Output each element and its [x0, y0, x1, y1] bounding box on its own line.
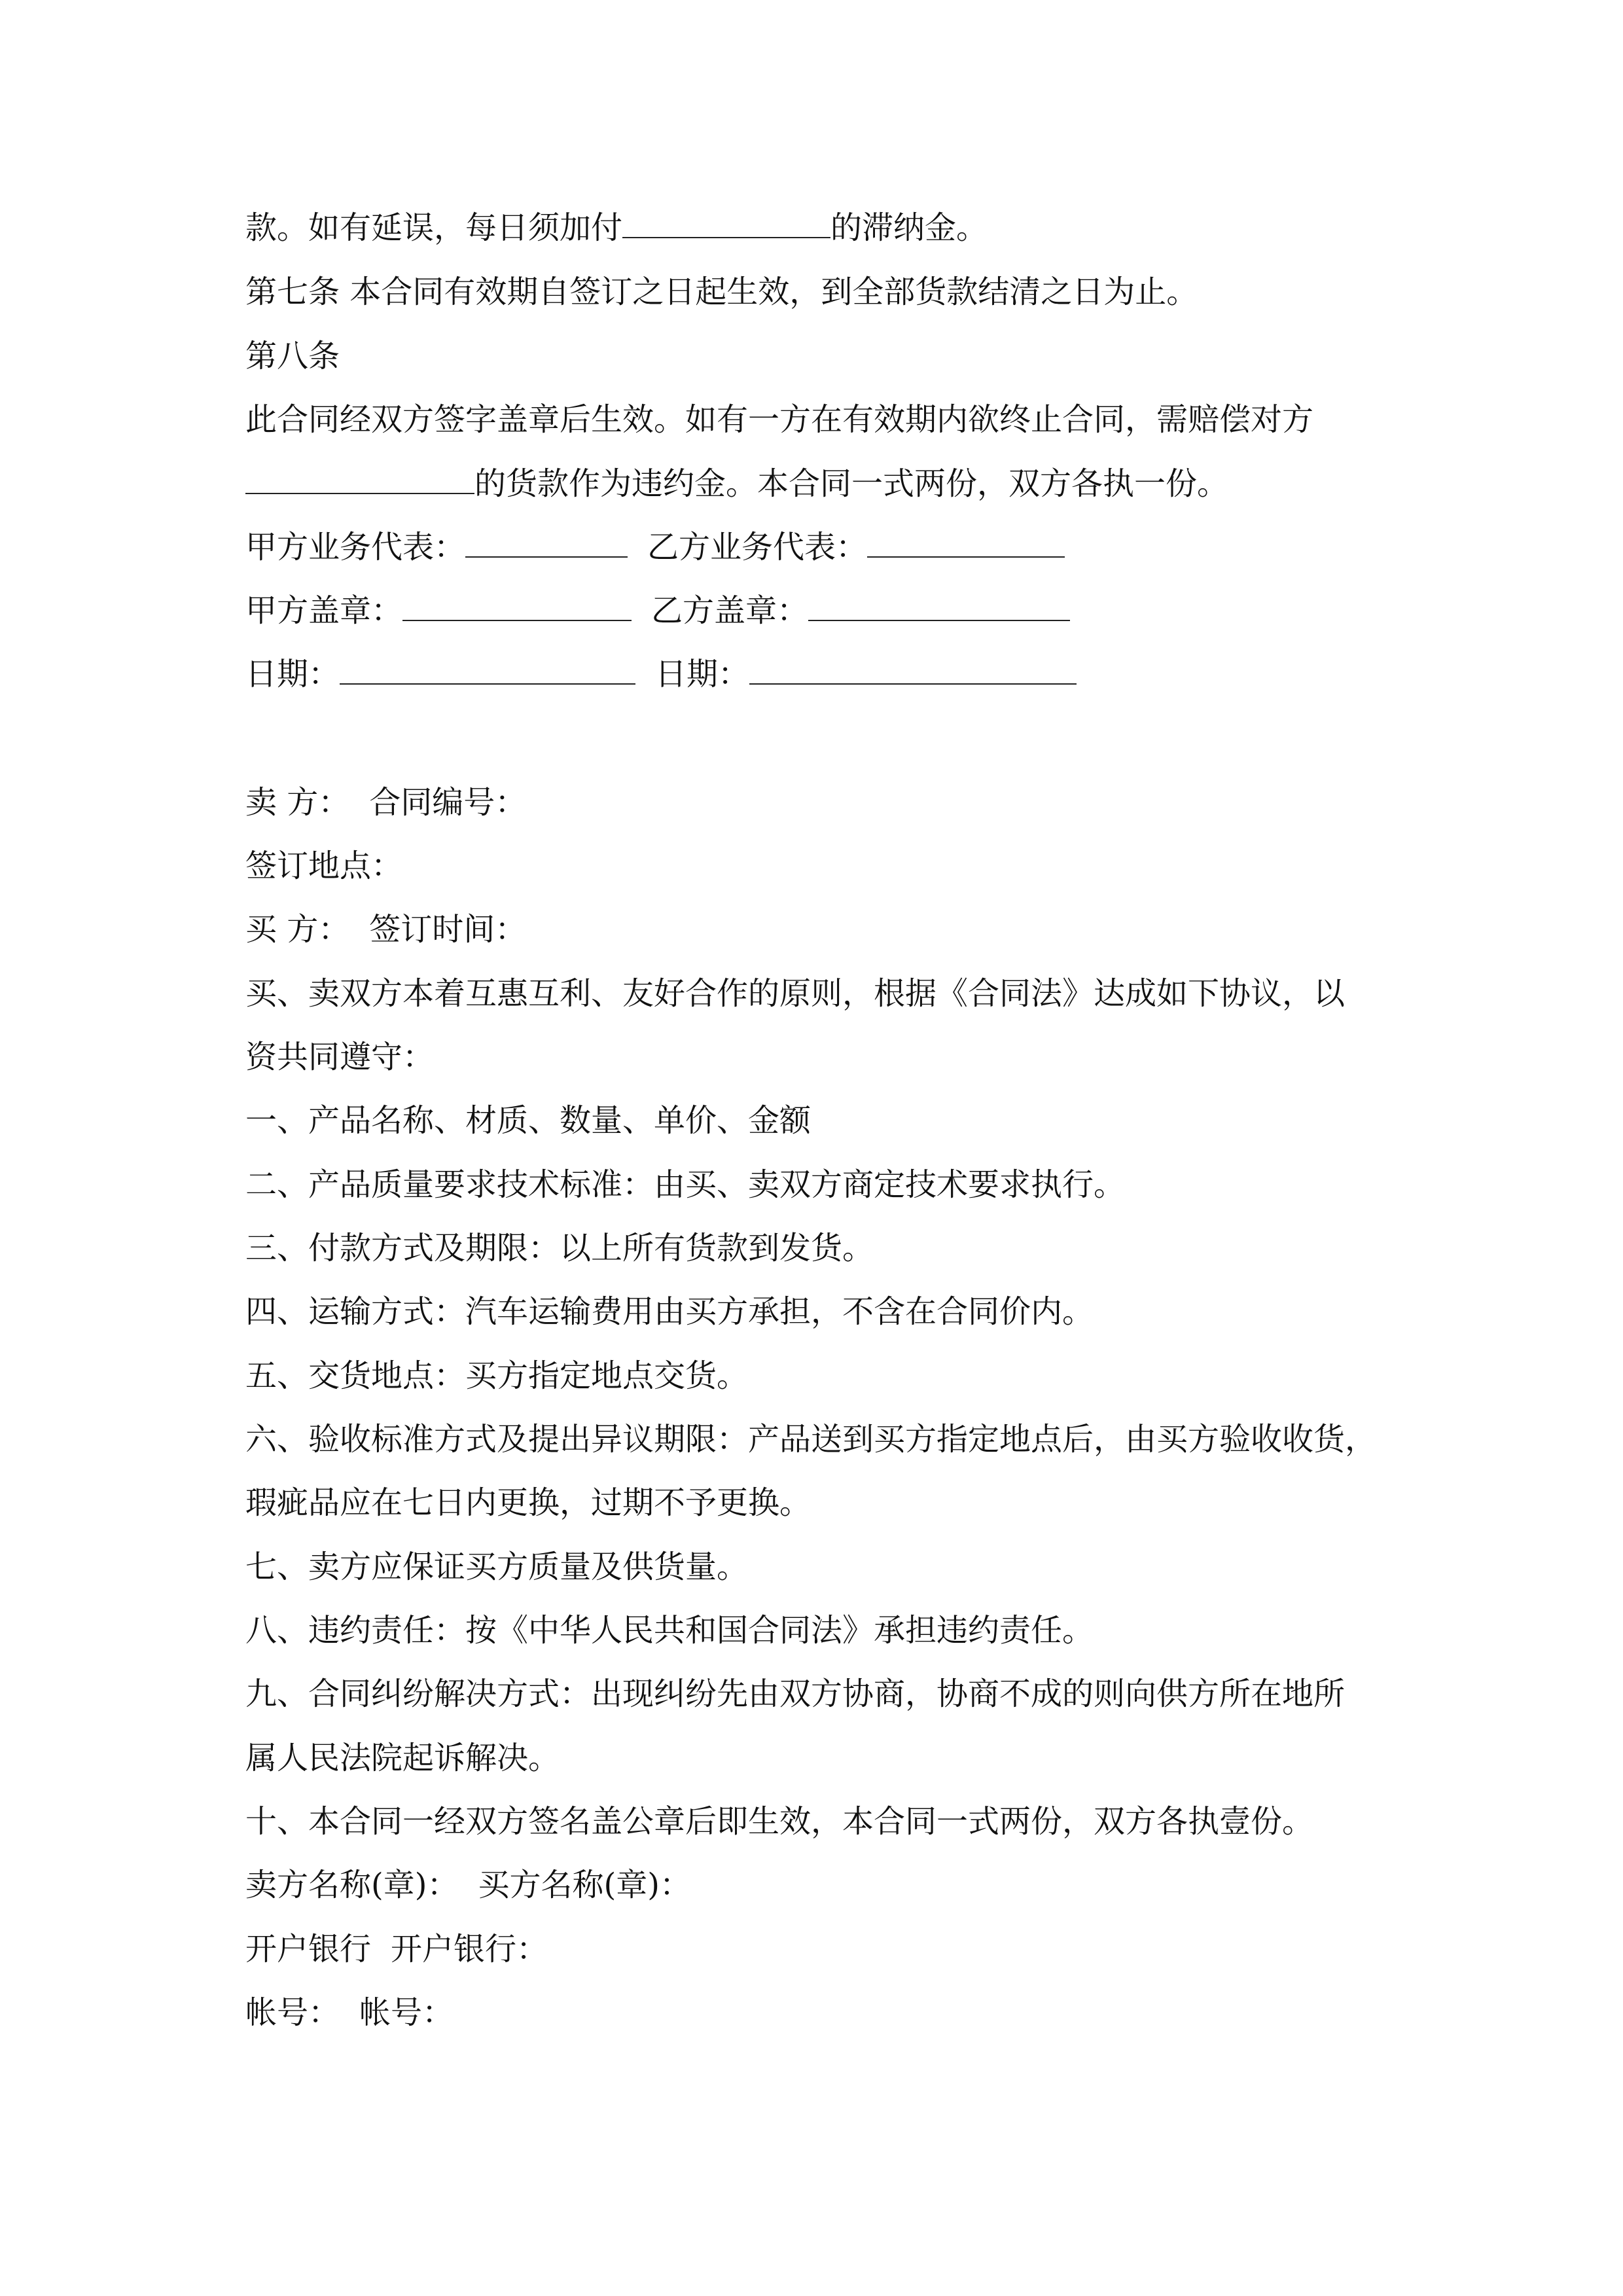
seals-line — [245, 591, 1070, 630]
item-10: 十、本合同一经双方签名盖公章后即生效，本合同一式两份，双方各执壹份。 — [245, 1803, 1314, 1840]
item-8: 八、违约责任：按《中华人民共和国合同法》承担违约责任。 — [245, 1612, 1094, 1649]
party-b-seal-blank — [808, 594, 1070, 621]
intro-line-2: 资共同遵守： — [245, 1039, 435, 1075]
seller-line — [245, 783, 526, 822]
party-a-rep-blank — [465, 530, 628, 558]
party-a-rep-label: 甲方业务代表： — [245, 529, 466, 565]
clause-7: 第七条 本合同有效期自签订之日起生效，到全部货款结清之日为止。 — [245, 274, 1198, 310]
buyer-line — [245, 910, 526, 949]
party-names-line — [245, 1865, 691, 1905]
party-a-seal-label: 甲方盖章： — [245, 592, 403, 629]
buyer-account-label: 帐号： — [359, 1994, 454, 2031]
clause-late-fee-line — [245, 208, 988, 247]
clause-8-heading: 第八条 — [245, 338, 340, 374]
seller-account-label: 帐号： — [245, 1994, 340, 2031]
buyer-bank-label: 开户银行： — [391, 1931, 548, 1967]
clause-8-text: 此合同经双方签字盖章后生效。如有一方在有效期内欲终止合同，需赔偿对方 — [245, 401, 1314, 438]
seller-bank-label: 开户银行 — [245, 1931, 372, 1967]
representatives-line — [245, 528, 1065, 567]
item-9-line-1: 九、合同纠纷解决方式：出现纠纷先由双方协商，协商不成的则向供方所在地所 — [245, 1676, 1346, 1712]
seller-name-label: 卖方名称(章)： — [245, 1867, 459, 1903]
buyer-label: 买 方： — [245, 911, 350, 948]
penalty-text: 的货款作为违约金。本合同一式两份，双方各执一份。 — [474, 465, 1229, 502]
contract-number-label: 合同编号： — [369, 784, 527, 821]
account-line — [245, 1993, 454, 2032]
party-b-date-blank — [749, 657, 1077, 685]
bank-line — [245, 1929, 548, 1969]
item-7: 七、卖方应保证买方质量及供货量。 — [245, 1549, 749, 1585]
item-6-line-1: 六、验收标准方式及提出异议期限：产品送到买方指定地点后，由买方验收收货， — [245, 1421, 1377, 1458]
party-b-rep-blank — [867, 530, 1065, 558]
late-fee-text: 款。如有延误，每日须加付 — [245, 209, 623, 246]
item-9-line-2: 属人民法院起诉解决。 — [245, 1740, 560, 1776]
seller-label: 卖 方： — [245, 784, 350, 821]
item-1: 一、产品名称、材质、数量、单价、金额 — [245, 1102, 812, 1139]
party-b-date-label: 日期： — [655, 656, 750, 692]
item-3: 三、付款方式及期限：以上所有货款到发货。 — [245, 1230, 874, 1266]
penalty-blank — [245, 467, 474, 494]
party-b-rep-label: 乙方业务代表： — [647, 529, 868, 565]
clause-8-text-cont — [245, 464, 1228, 503]
party-a-seal-blank — [402, 594, 632, 621]
late-fee-blank — [622, 211, 830, 238]
signing-place: 签订地点： — [245, 848, 403, 884]
party-b-seal-label: 乙方盖章： — [651, 592, 809, 629]
dates-line — [245, 655, 1077, 694]
item-2: 二、产品质量要求技术标准：由买、卖双方商定技术要求执行。 — [245, 1166, 1126, 1203]
item-4: 四、运输方式：汽车运输费用由买方承担，不含在合同价内。 — [245, 1293, 1094, 1330]
signing-time-label: 签订时间： — [369, 911, 527, 948]
intro-line-1: 买、卖双方本着互惠互利、友好合作的原则，根据《合同法》达成如下协议，以 — [245, 975, 1346, 1012]
party-a-date-label: 日期： — [245, 656, 340, 692]
item-5: 五、交货地点：买方指定地点交货。 — [245, 1357, 749, 1394]
late-fee-text-end: 的滞纳金。 — [830, 209, 988, 246]
party-a-date-blank — [340, 657, 635, 685]
buyer-name-label: 买方名称(章)： — [478, 1867, 691, 1903]
item-6-line-2: 瑕疵品应在七日内更换，过期不予更换。 — [245, 1484, 812, 1521]
